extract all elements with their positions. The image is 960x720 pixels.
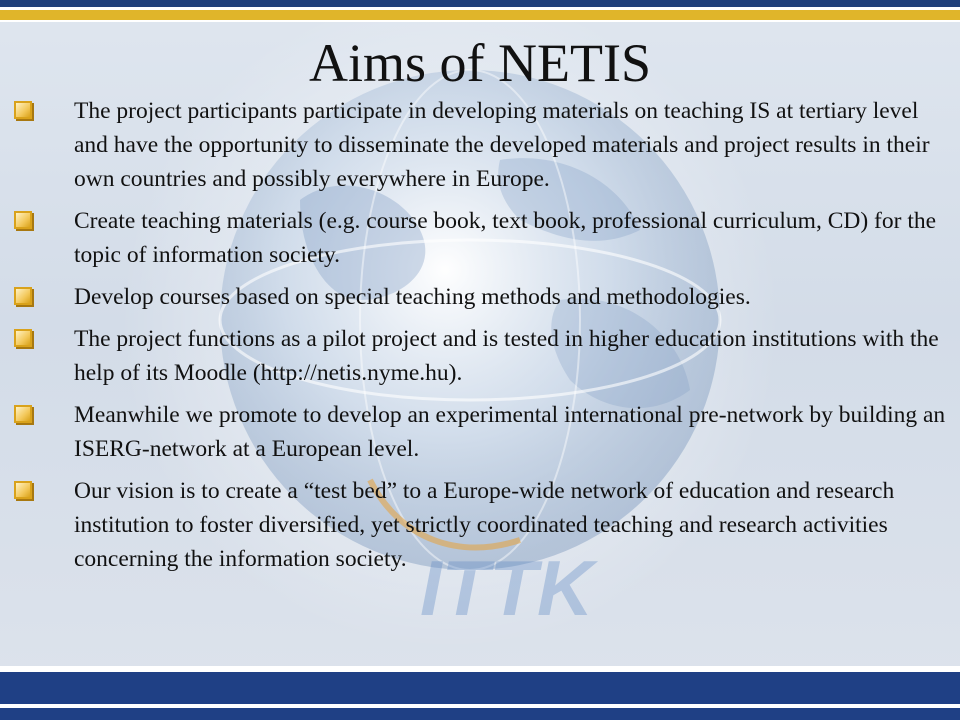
square-bullet-icon xyxy=(14,287,32,305)
bullet-text: Develop courses based on special teaching methods and methodologies. xyxy=(74,284,751,310)
bullet-item xyxy=(0,474,960,576)
top-stripe-navy xyxy=(0,0,960,7)
square-bullet-icon xyxy=(14,211,32,229)
bullet-text: The project functions as a pilot project and is tested in higher education institutions with the help of its Moodle (http://netis.nyme.hu). xyxy=(74,326,939,386)
top-stripe-white-lower xyxy=(0,20,960,22)
square-bullet-icon xyxy=(14,101,32,119)
bullet-text: The project participants participate in developing materials on teaching IS at tertiary level and have the opportunity to disseminate the developed materials and project results in their own countries and possibly everywhere in Europe. xyxy=(74,98,930,192)
bullet-item xyxy=(0,204,960,272)
square-bullet-icon xyxy=(14,329,32,347)
slide-title: Aims of NETIS xyxy=(309,33,651,93)
bullet-item xyxy=(0,94,960,196)
bullet-text: Our vision is to create a “test bed” to a Europe-wide network of education and research institution to foster diversified, yet strictly coordinated teaching and research activities concerning the information society. xyxy=(74,478,895,572)
bullet-item xyxy=(0,322,960,390)
bottom-stripe-navy xyxy=(0,672,960,704)
bottom-stripe-navy-lower xyxy=(0,708,960,720)
square-bullet-icon xyxy=(14,481,32,499)
bullet-item xyxy=(0,398,960,466)
bullet-text: Create teaching materials (e.g. course book, text book, professional curriculum, CD) for the topic of information society. xyxy=(74,208,937,268)
bullet-list xyxy=(0,94,960,584)
ittk-logo-text: ITTK xyxy=(420,544,594,632)
square-bullet-icon xyxy=(14,405,32,423)
top-stripe-gold xyxy=(0,10,960,20)
bullet-text: Meanwhile we promote to develop an experimental international pre-network by building an ISERG-network at a European level. xyxy=(74,402,946,462)
bullet-item xyxy=(0,280,960,314)
